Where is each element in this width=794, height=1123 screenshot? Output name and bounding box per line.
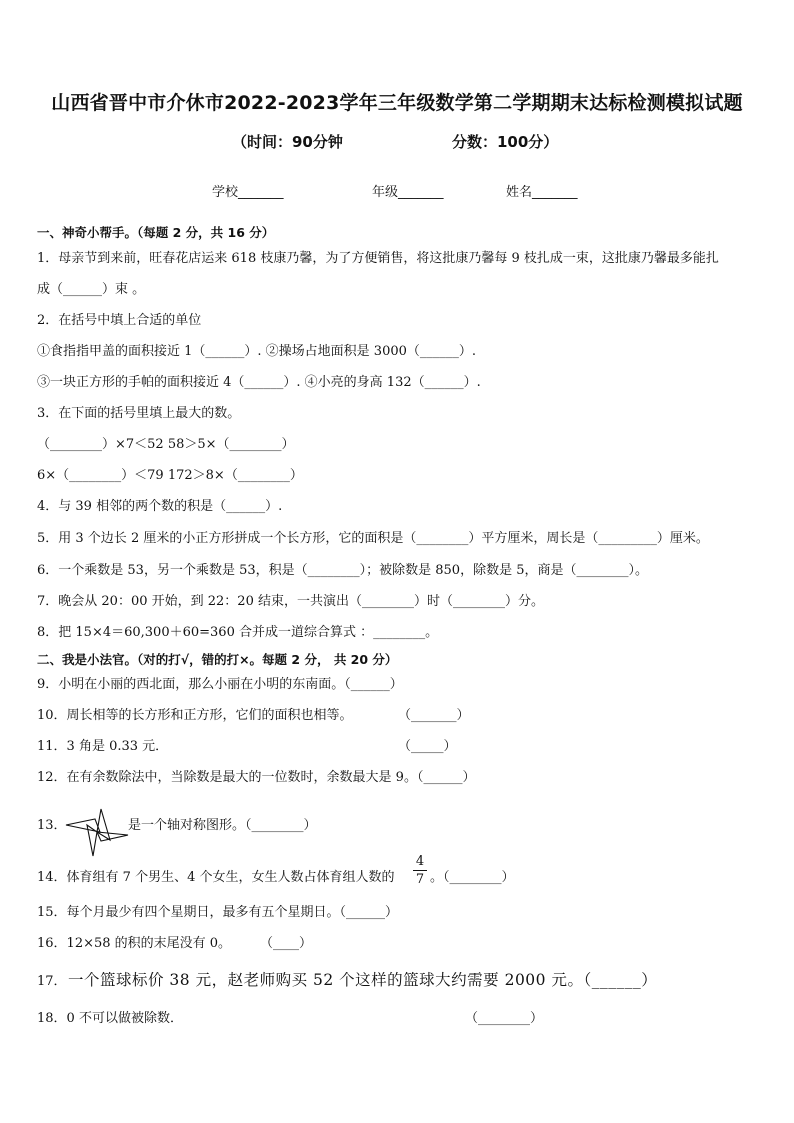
q5-line: 5．用 3 个边长 2 厘米的小正方形拼成一个长方形，它的面积是（________）平方厘米，周长是（_________）厘米。 bbox=[37, 531, 709, 546]
q16-blank: （____） bbox=[260, 936, 313, 951]
q3-line1: 3．在下面的括号里填上最大的数。 bbox=[37, 406, 241, 421]
q15-line: 15．每个月最少有四个星期日，最多有五个星期日。（______） bbox=[37, 905, 399, 920]
q7-line: 7．晚会从 20：00 开始，到 22：20 结束，一共演出（________）时（________）分。 bbox=[37, 594, 544, 609]
exam-time: （时间：90分钟 bbox=[232, 133, 343, 151]
q17-text: 一个篮球标价 38 元，赵老师购买 52 个这样的篮球大约需要 2000 元。（______） bbox=[68, 971, 658, 989]
q10-blank: （_______） bbox=[398, 708, 470, 723]
q2-line1: 2．在括号中填上合适的单位 bbox=[37, 313, 202, 328]
q17-number: 17． bbox=[37, 974, 67, 989]
q13-number: 13． bbox=[37, 818, 67, 833]
section2-heading: 二、我是小法官。（对的打√，错的打×。每题 2 分， 共 20 分） bbox=[37, 652, 398, 667]
q3-line2: （________）×7＜52 58＞5×（________） bbox=[37, 437, 295, 452]
q9-line: 9．小明在小丽的西北面，那么小丽在小明的东南面。（______） bbox=[37, 677, 403, 692]
q1-line2: 成（______）束 。 bbox=[37, 282, 146, 297]
q18-blank: （________） bbox=[465, 1011, 544, 1026]
q11-blank: （_____） bbox=[398, 739, 457, 754]
q14-fraction bbox=[413, 854, 427, 887]
q8-line: 8．把 15×4＝60,300＋60=360 合并成一道综合算式 ：________。 bbox=[37, 625, 439, 640]
q12-line: 12．在有余数除法中，当除数是最大的一位数时，余数最大是 9。（______） bbox=[37, 770, 476, 785]
q6-line: 6．一个乘数是 53，另一个乘数是 53，积是（________）；被除数是 850，除数是 5，商是（________）。 bbox=[37, 563, 648, 578]
name-field: 姓名_______ bbox=[506, 185, 578, 200]
q14-end: 。（________） bbox=[430, 870, 515, 885]
exam-title: 山西省晋中市介休市2022-2023学年三年级数学第二学期期末达标检测模拟试题 bbox=[51, 92, 743, 114]
school-field: 学校_______ bbox=[212, 185, 284, 200]
q2-line3: ③一块正方形的手帕的面积接近 4（______）. ④小亮的身高 132（______）. bbox=[37, 375, 481, 390]
q13-text: 是一个轴对称图形。（________） bbox=[128, 818, 317, 833]
q18-line: 18．0 不可以做被除数． bbox=[37, 1011, 183, 1026]
q4-line: 4．与 39 相邻的两个数的积是（______）. bbox=[37, 499, 283, 514]
q2-line2: ①食指指甲盖的面积接近 1（______）. ②操场占地面积是 3000（______）. bbox=[37, 344, 477, 359]
windmill-figure bbox=[64, 808, 130, 858]
q14-text: 14．体育组有 7 个男生、4 个女生，女生人数占体育组人数的 bbox=[37, 870, 395, 885]
q3-line3: 6×（________）＜79 172＞8×（________） bbox=[37, 468, 303, 483]
fraction-bar bbox=[413, 870, 427, 871]
q1-line1: 1．母亲节到来前，旺春花店运来 618 枝康乃馨，为了方便销售，将这批康乃馨每 9 枝扎成一束，这批康乃馨最多能扎 bbox=[37, 251, 719, 266]
q14-numerator: 4 bbox=[415, 854, 425, 869]
grade-field: 年级_______ bbox=[372, 185, 444, 200]
q14-denominator: 7 bbox=[415, 872, 425, 887]
section1-heading: 一、神奇小帮手。（每题 2 分，共 16 分） bbox=[37, 225, 275, 240]
q10-line: 10．周长相等的长方形和正方形，它们的面积也相等。 bbox=[37, 708, 353, 723]
q16-line: 16．12×58 的积的末尾没有 0。 bbox=[37, 936, 232, 951]
exam-score: 分数：100分） bbox=[452, 133, 559, 151]
q11-line: 11．3 角是 0.33 元． bbox=[37, 739, 169, 754]
